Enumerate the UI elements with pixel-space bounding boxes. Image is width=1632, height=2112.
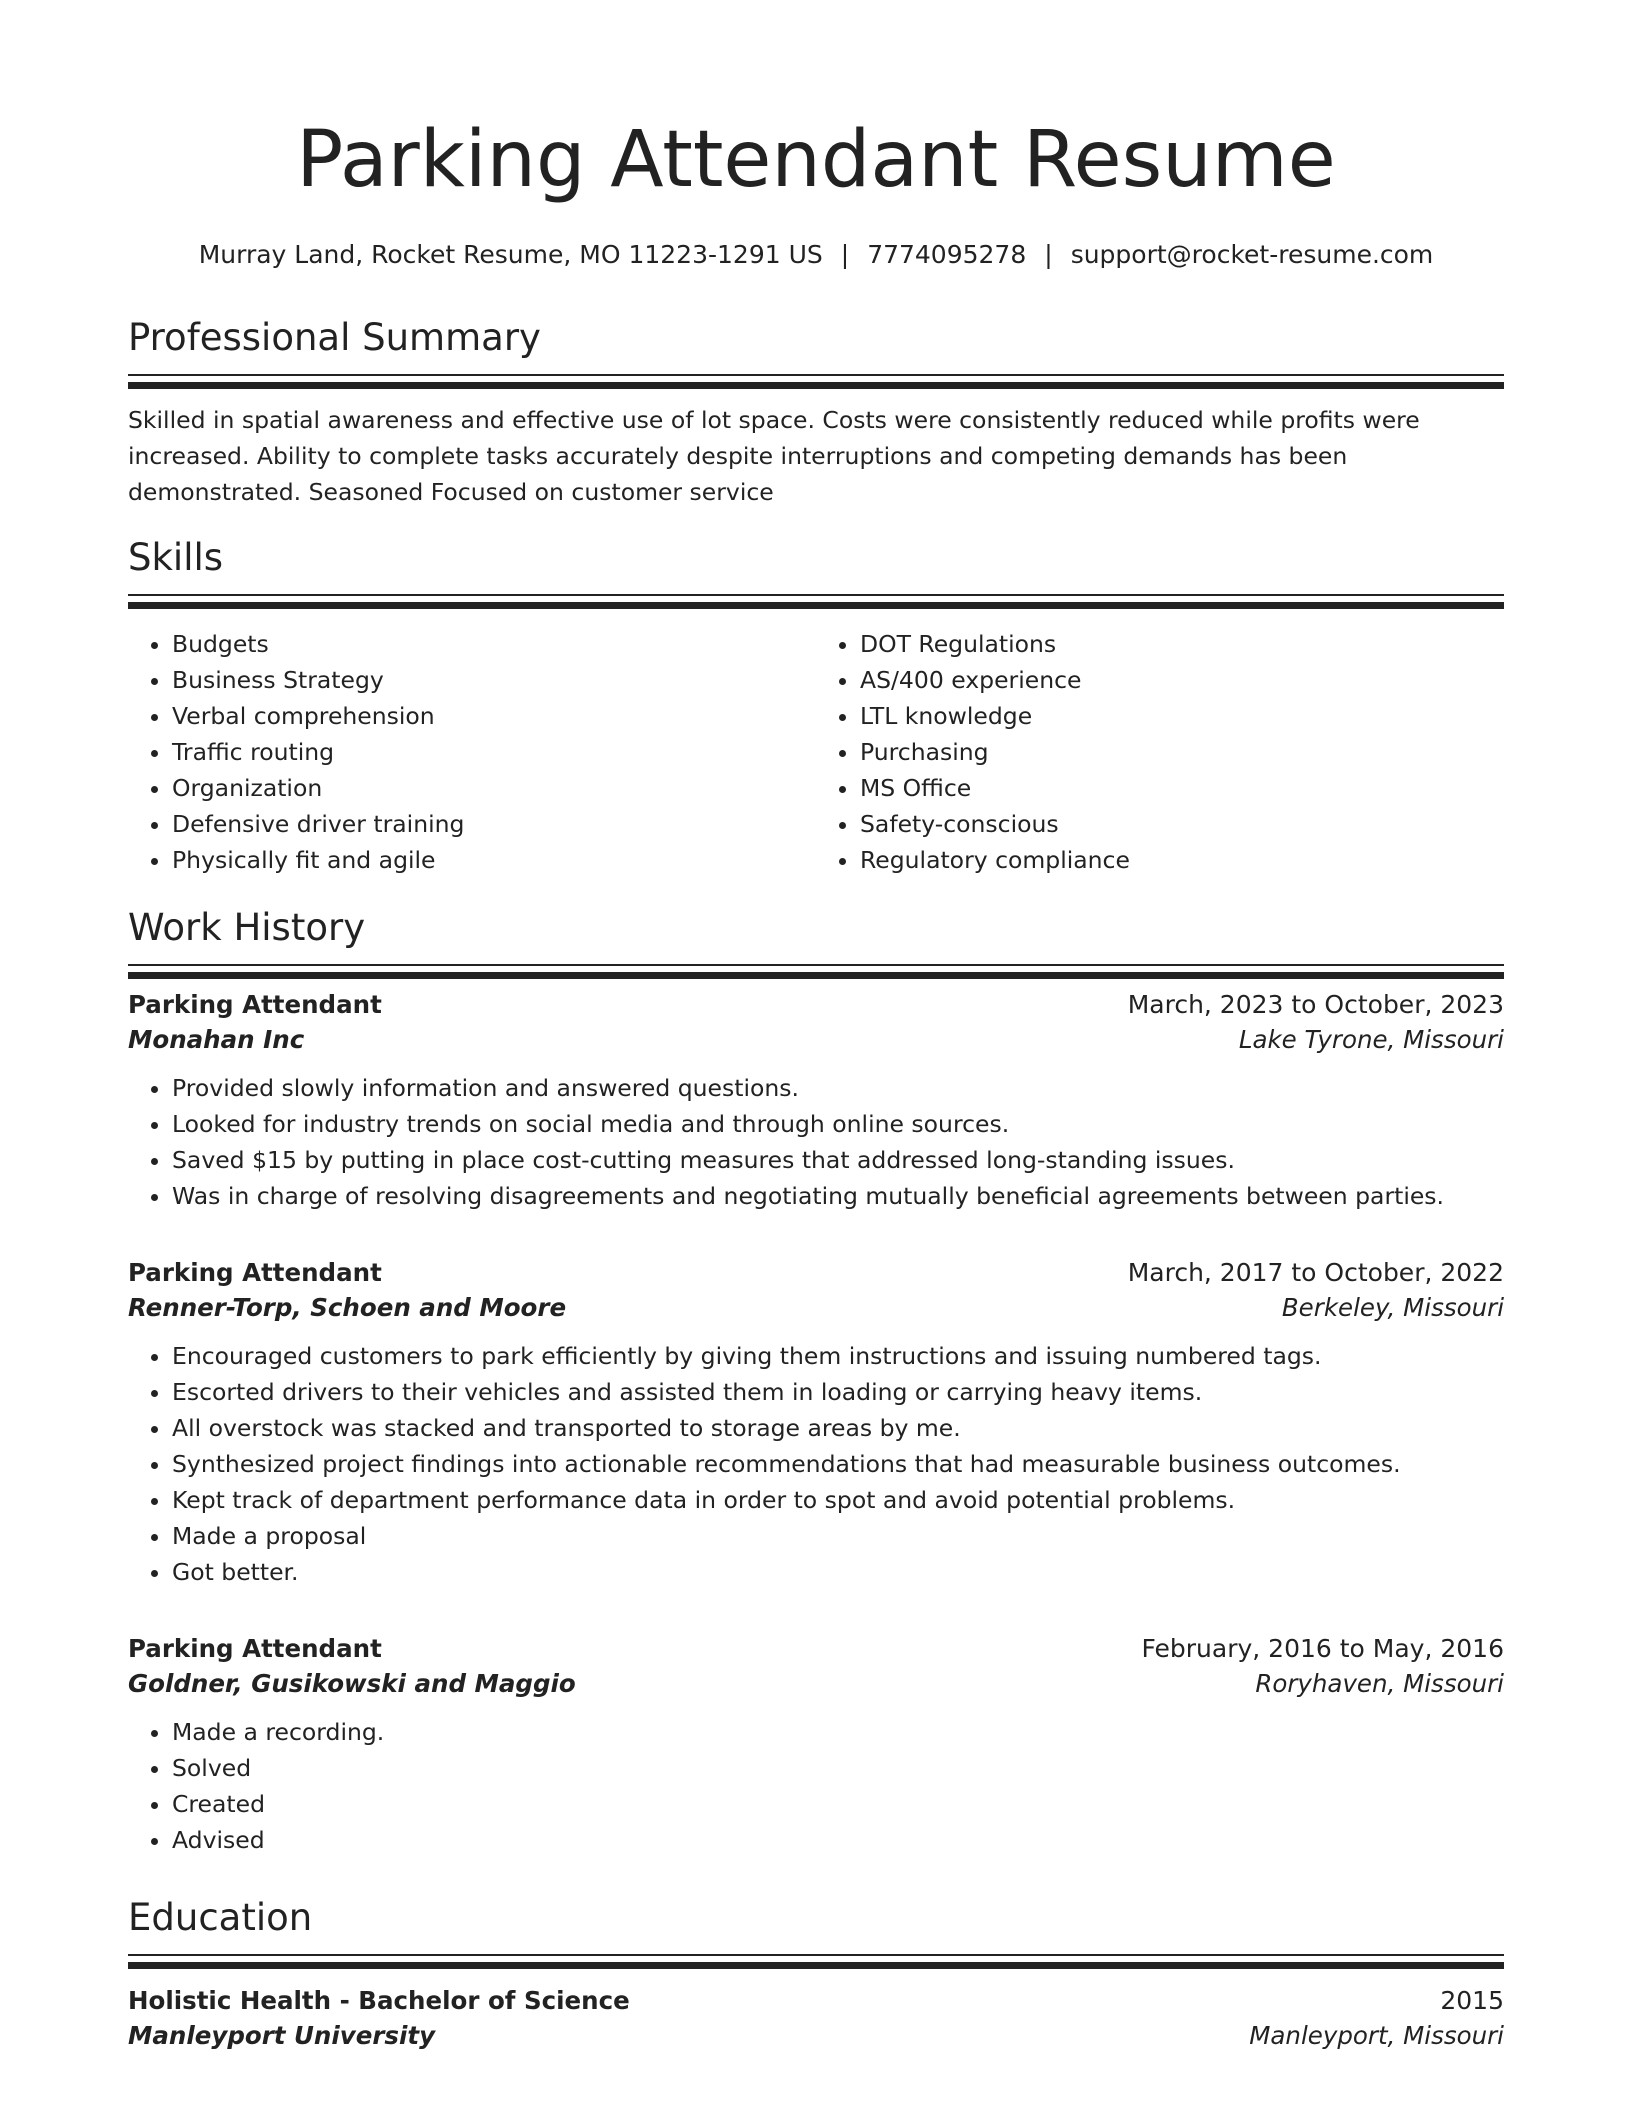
job-dates: March, 2023 to October, 2023 <box>1127 990 1504 1019</box>
education-header-row <box>128 1986 1504 2015</box>
job-company-row <box>128 1663 1504 1698</box>
job-bullet: • Saved $15 by putting in place cost-cutting measures that addressed long-standing issues. <box>172 1142 1504 1178</box>
education-school: Manleyport University <box>128 2021 436 2050</box>
job-title: Parking Attendant <box>128 1258 382 1287</box>
job-bullet: • Advised <box>172 1822 1504 1858</box>
summary-section-header <box>128 316 1504 389</box>
job-bullet: • Encouraged customers to park efficiently by giving them instructions and issuing numbered tags. <box>172 1338 1504 1374</box>
skill-item: • Purchasing <box>860 734 1504 770</box>
job-bullet: • Made a recording. <box>172 1714 1504 1750</box>
education-school-row <box>128 2015 1504 2050</box>
job-bullet: • Was in charge of resolving disagreements and negotiating mutually beneficial agreements between parties. <box>172 1178 1504 1214</box>
job-bullet: • All overstock was stacked and transported to storage areas by me. <box>172 1410 1504 1446</box>
summary-heading: Professional Summary <box>128 316 541 359</box>
job-entry <box>128 1634 1504 1858</box>
skills-list <box>128 626 1504 878</box>
skill-item: • MS Office <box>860 770 1504 806</box>
job-company: Renner-Torp, Schoen and Moore <box>128 1293 567 1322</box>
skills-heading: Skills <box>128 536 224 579</box>
job-bullet: • Provided slowly information and answered questions. <box>172 1070 1504 1106</box>
skill-item: • DOT Regulations <box>860 626 1504 662</box>
job-entry <box>128 1258 1504 1590</box>
job-bullet: • Got better. <box>172 1554 1504 1590</box>
job-header-row <box>128 990 1504 1019</box>
skills-section-header <box>128 536 1504 609</box>
education-heading: Education <box>128 1896 313 1939</box>
job-company: Goldner, Gusikowski and Maggio <box>128 1669 576 1698</box>
education-location: Manleyport, Missouri <box>1249 2021 1504 2050</box>
section-divider <box>128 594 1504 609</box>
job-bullet: • Kept track of department performance data in order to spot and avoid potential problems. <box>172 1482 1504 1518</box>
job-dates: February, 2016 to May, 2016 <box>1141 1634 1504 1663</box>
contact-separator: | <box>1044 240 1053 269</box>
skill-item: • Organization <box>172 770 816 806</box>
work-section-header <box>128 906 1504 979</box>
job-dates: March, 2017 to October, 2022 <box>1127 1258 1504 1287</box>
job-bullets <box>128 1714 1504 1858</box>
skill-item: • LTL knowledge <box>860 698 1504 734</box>
section-divider <box>128 1954 1504 1969</box>
contact-email: support@rocket-resume.com <box>1070 240 1434 269</box>
job-location: Roryhaven, Missouri <box>1255 1669 1504 1698</box>
resume-title: Parking Attendant Resume <box>296 115 1336 205</box>
job-bullets <box>128 1070 1504 1214</box>
contact-address: Murray Land, Rocket Resume, MO 11223-1291 US <box>198 240 823 269</box>
job-location: Berkeley, Missouri <box>1281 1293 1504 1322</box>
section-divider <box>128 964 1504 979</box>
work-heading: Work History <box>128 906 366 949</box>
job-company-row <box>128 1287 1504 1322</box>
job-title: Parking Attendant <box>128 990 382 1019</box>
job-bullet: • Looked for industry trends on social media and through online sources. <box>172 1106 1504 1142</box>
skills-column-left <box>128 626 816 878</box>
job-company: Monahan Inc <box>128 1025 305 1054</box>
skills-column-right <box>816 626 1504 878</box>
contact-line <box>128 240 1504 269</box>
skill-item: • Safety-conscious <box>860 806 1504 842</box>
skill-item: • Traffic routing <box>172 734 816 770</box>
skill-item: • Regulatory compliance <box>860 842 1504 878</box>
skill-item: • Physically fit and agile <box>172 842 816 878</box>
job-company-row <box>128 1019 1504 1054</box>
section-divider <box>128 374 1504 389</box>
job-entry <box>128 990 1504 1214</box>
job-bullet: • Solved <box>172 1750 1504 1786</box>
education-section-header <box>128 1896 1504 1969</box>
skill-item: • Business Strategy <box>172 662 816 698</box>
contact-phone: 7774095278 <box>867 240 1027 269</box>
skill-item: • Verbal comprehension <box>172 698 816 734</box>
education-year: 2015 <box>1440 1986 1504 2015</box>
skill-item: • AS/400 experience <box>860 662 1504 698</box>
job-bullet: • Escorted drivers to their vehicles and assisted them in loading or carrying heavy items. <box>172 1374 1504 1410</box>
job-bullets <box>128 1338 1504 1590</box>
education-degree: Holistic Health - Bachelor of Science <box>128 1986 630 2015</box>
summary-text: Skilled in spatial awareness and effective use of lot space. Costs were consistently reduced while profits were increased. Ability to complete tasks accurately despite interruptions and competing demands has been demonstrated. Seasoned Focused on customer service <box>128 406 1420 506</box>
skill-item: • Defensive driver training <box>172 806 816 842</box>
job-bullet: • Made a proposal <box>172 1518 1504 1554</box>
job-header-row <box>128 1634 1504 1663</box>
job-title: Parking Attendant <box>128 1634 382 1663</box>
job-header-row <box>128 1258 1504 1287</box>
job-location: Lake Tyrone, Missouri <box>1238 1025 1504 1054</box>
job-bullet: • Created <box>172 1786 1504 1822</box>
education-entry <box>128 1986 1504 2050</box>
skill-item: • Budgets <box>172 626 816 662</box>
job-bullet: • Synthesized project findings into actionable recommendations that had measurable business outcomes. <box>172 1446 1504 1482</box>
contact-separator: | <box>840 240 850 269</box>
